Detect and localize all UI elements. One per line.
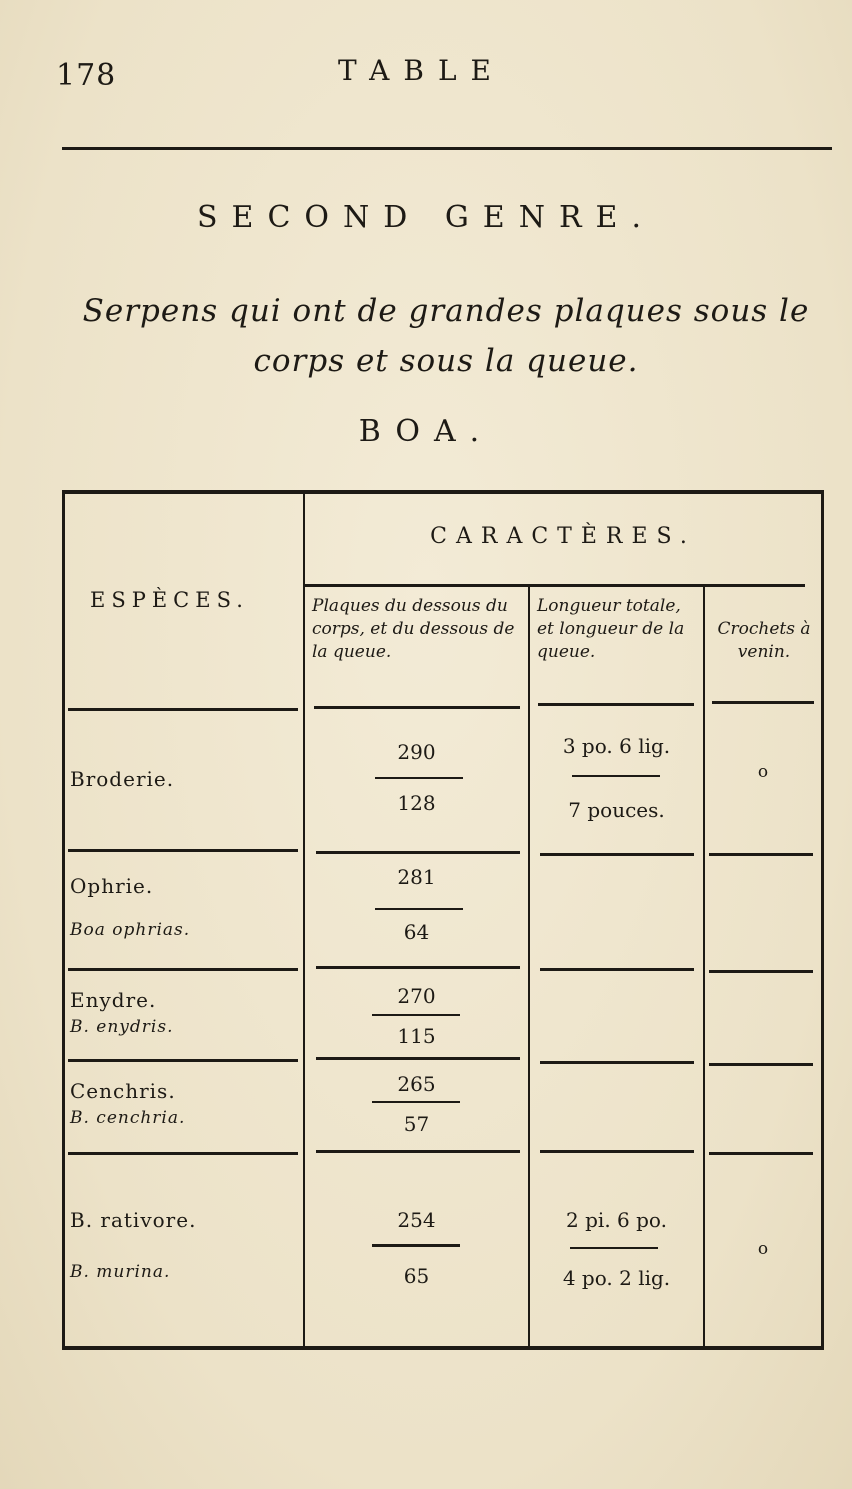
row-rule [540,968,694,971]
row-rule [68,1059,298,1062]
column-divider-2 [528,587,530,1350]
header-row-rule [68,708,298,711]
table-top-rule [62,490,824,494]
plaques-value-top: 270 [397,984,436,1008]
crochets-value: o [757,1239,769,1259]
longueur-value-top: 3 po. 6 lig. [562,734,671,758]
row-rule [316,1150,520,1153]
species-name: Enydre. [70,988,157,1012]
row-rule [316,1057,520,1060]
plaques-value-top: 265 [397,1072,436,1096]
species-name: Ophrie. [70,874,154,898]
longueur-column-header: Longueur totale, et longueur de la queue. [537,596,685,662]
table-left-rule [62,490,65,1350]
plaques-value-bottom: 128 [397,791,436,815]
row-rule [316,851,520,854]
crochets-column-header: Crochets à venin. [717,619,811,662]
row-rule [316,966,520,969]
row-rule [540,1150,694,1153]
especes-header: ESPÈCES. [90,588,249,612]
genre-title: SECOND GENRE. [197,200,655,235]
plaques-value-bottom: 57 [403,1112,430,1136]
table-bottom-rule [62,1346,824,1350]
row-rule [540,1061,694,1064]
caracteres-rule [305,584,805,587]
species-name: Cenchris. [70,1079,176,1103]
crochets-value: o [757,762,769,782]
fraction-rule [372,1244,460,1247]
row-rule [709,853,813,856]
header-rule [62,147,832,150]
plaques-value-top: 254 [397,1208,436,1232]
row-rule [709,1152,813,1155]
column-divider-3 [703,587,705,1350]
plaques-value-top: 281 [397,865,436,889]
species-latin-name: Boa ophrias. [70,920,191,940]
plaques-column-header: Plaques du dessous du corps, et du dessous de la queue. [312,596,515,662]
row-rule [709,1063,813,1066]
row-rule [709,970,813,973]
running-title: TABLE [338,54,505,87]
species-name: Broderie. [70,767,175,791]
header-row-rule [538,703,694,706]
longueur-value-top: 2 pi. 6 po. [566,1208,667,1232]
species-table [62,490,824,1350]
fraction-rule [375,777,463,779]
caracteres-header: CARACTÈRES. [430,524,696,549]
fraction-rule [375,908,463,910]
section-subtitle: Serpens qui ont de grandes plaques sous le corps et sous la queue. [82,293,810,379]
fraction-rule [570,1247,658,1249]
table-right-rule [821,490,824,1350]
row-rule [68,1152,298,1155]
species-latin-name: B. cenchria. [70,1108,186,1128]
plaques-value-bottom: 115 [397,1024,436,1048]
header-row-rule [712,701,814,704]
longueur-value-bottom: 4 po. 2 lig. [562,1266,671,1290]
plaques-value-bottom: 64 [403,920,430,944]
species-latin-name: B. enydris. [70,1017,174,1037]
row-rule [68,849,298,852]
plaques-value-top: 290 [397,740,436,764]
longueur-value-bottom: 7 pouces. [568,798,665,822]
row-rule [540,853,694,856]
genus-title: BOA. [358,414,494,449]
plaques-value-bottom: 65 [403,1264,430,1288]
species-latin-name: B. murina. [70,1262,171,1282]
row-rule [68,968,298,971]
fraction-rule [572,775,660,777]
fraction-rule [372,1014,460,1016]
header-row-rule [314,706,520,709]
page-number: 178 [56,58,117,93]
fraction-rule [372,1101,460,1103]
species-name: B. rativore. [70,1208,197,1232]
